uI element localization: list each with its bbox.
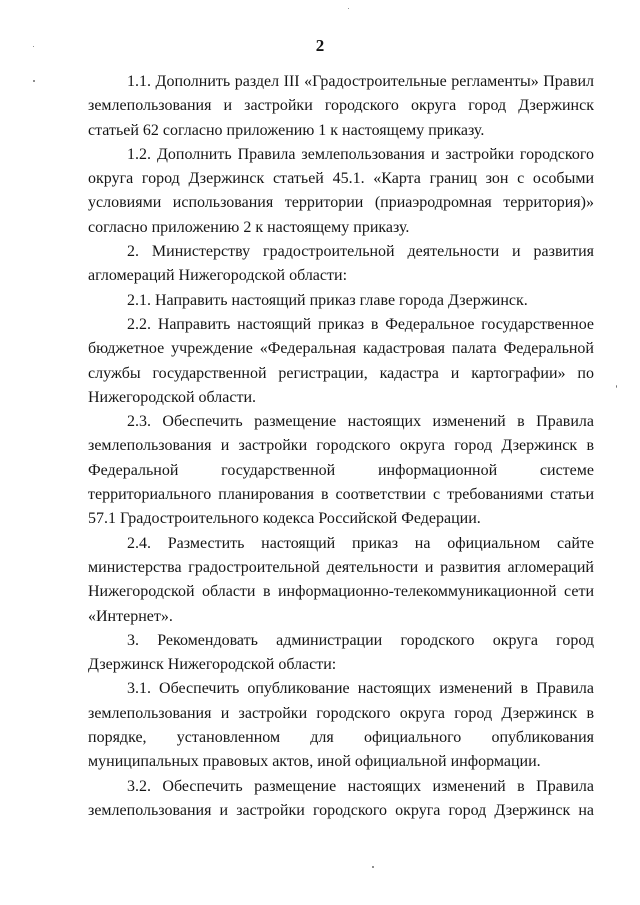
paragraph-3: 3. Рекомендовать администрации городского округа город Дзержинск Нижегородской области: (88, 631, 594, 674)
document-body (88, 70, 594, 823)
scan-speck (616, 385, 617, 388)
paragraph-1-1: 1.1. Дополнить раздел III «Градостроительные регламенты» Правил землепользования и застройки городского округа город Дзержинск статьей 62 согласно приложению 1 к настоящему приказу. (88, 73, 594, 139)
paragraph-2-4: 2.4. Разместить настоящий приказ на официальном сайте министерства градостроительной деятельности и развития агломераций Нижегородской области в информационно-телекоммуникационной сети «Интернет». (88, 534, 594, 625)
paragraph-2: 2. Министерству градостроительной деятельности и развития агломераций Нижегородской области: (88, 243, 594, 285)
scan-speck (33, 80, 35, 82)
paragraph-1-2: 1.2. Дополнить Правила землепользования и застройки городского округа город Дзержинск статьей 45.1. «Карта границ зон с особыми условиями использования территории (приаэродромная территория)» согласно приложению 2 к настоящему приказу. (88, 145, 594, 236)
paragraph-3-2: 3.2. Обеспечить размещение настоящих изменений в Правила землепользования и застройки городского округа город Дзержинск на (88, 777, 594, 819)
scan-speck (348, 8, 349, 9)
paragraph-2-2: 2.2. Направить настоящий приказ в Федеральное государственное бюджетное учреждение «Федеральная кадастровая палата Федеральной службы государственной регистрации, кадастра и картографии» по Нижегородской области. (88, 315, 594, 406)
scan-speck (372, 866, 374, 868)
paragraph-2-3: 2.3. Обеспечить размещение настоящих изменений в Правила землепользования и застройки городского округа город Дзержинск в Федеральной государственной информационной системе территориального планирования в соответствии с требованиями статьи 57.1 Градостроительного кодекса Российской Федерации. (88, 413, 594, 528)
page-number: 2 (315, 36, 325, 55)
paragraph-3-1: 3.1. Обеспечить опубликование настоящих изменений в Правила землепользования и застройки городского округа город Дзержинск в порядке, установленном для официального опубликования муниципальных правовых актов, иной официальной информации. (88, 680, 594, 771)
scan-speck (33, 46, 34, 47)
paragraph-2-1: 2.1. Направить настоящий приказ главе города Дзержинск. (127, 291, 528, 309)
